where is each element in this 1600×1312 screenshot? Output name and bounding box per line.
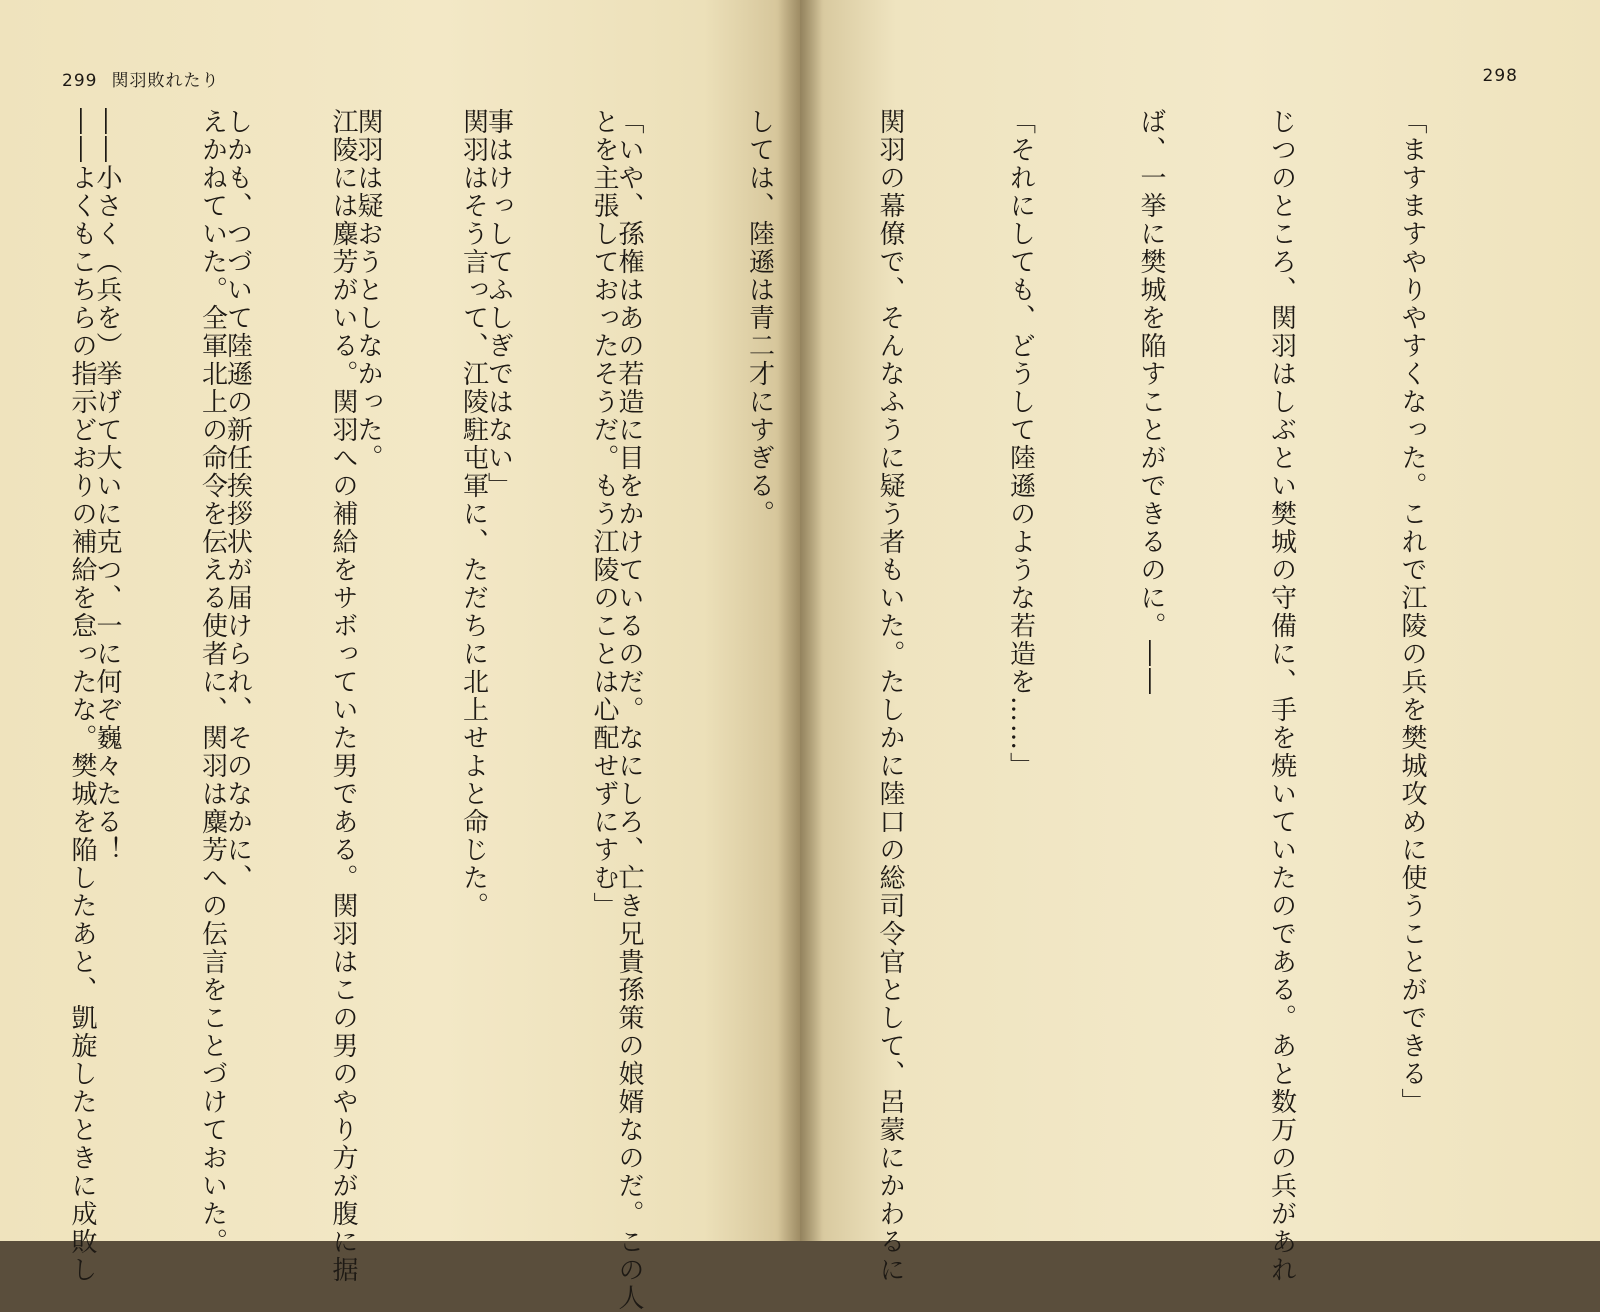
text-line: 関羽は疑おうとしなかった。 [353,108,383,472]
chapter-title: 関羽敗れたり [111,71,220,91]
text-line: 関羽の幕僚で、そんなふうに疑う者もいた。たしかに陸口の総司令官として、呂蒙にかわるに [875,108,905,1284]
text-line: 事はけっしてふしぎではない」 [483,108,514,500]
text-line: 「それにしても、どうして陸遜のような若造を……」 [1005,108,1036,780]
text-line: しては、陸遜は青二才にすぎる。 [744,108,775,528]
page-number-left: 299 [62,71,98,91]
running-head-left [62,66,219,91]
right-page-body [0,108,1520,1312]
page-number-right: 298 [1482,66,1518,86]
text-line: えかねていた。全軍北上の命令を伝える使者に、関羽は麋芳への伝言をことづけておいた。 [197,108,228,1256]
text-line: しかも、つづいて陸遜の新任挨拶状が届けられ、そのなかに、 [222,108,253,892]
text-line: 「いや、孫権はあの若造に目をかけているのだ。なにしろ、亡き兄貴孫策の娘婿なのだ。この人 [614,108,644,1312]
text-line: じつのところ、関羽はしぶとい樊城の守備に、手を焼いていたのである。あと数万の兵があれ [1266,108,1297,1284]
text-line: 関羽はそう言って、江陵駐屯軍に、ただちに北上せよと命じた。 [458,108,489,920]
text-line: ――小さく（兵を）挙げて大いに克つ、一に何ぞ巍々たる！ [92,108,122,864]
text-line: 江陵には麋芳がいる。関羽への補給をサボっていた男である。関羽はこの男のやり方が腹に据 [328,108,358,1284]
text-line: ば、一挙に樊城を陥すことができるのに。―― [1136,108,1166,696]
text-line: とを主張しておったそうだ。もう江陵のことは心配せずにすむ」 [589,108,619,920]
running-head-right [1483,66,1518,86]
text-line: ――よくもこちらの指示どおりの補給を怠ったな。樊城を陥したあと、凱旋したときに成敗し [67,108,97,1284]
text-line: 「ますますやりやすくなった。これで江陵の兵を樊城攻めに使うことができる」 [1397,108,1427,1116]
